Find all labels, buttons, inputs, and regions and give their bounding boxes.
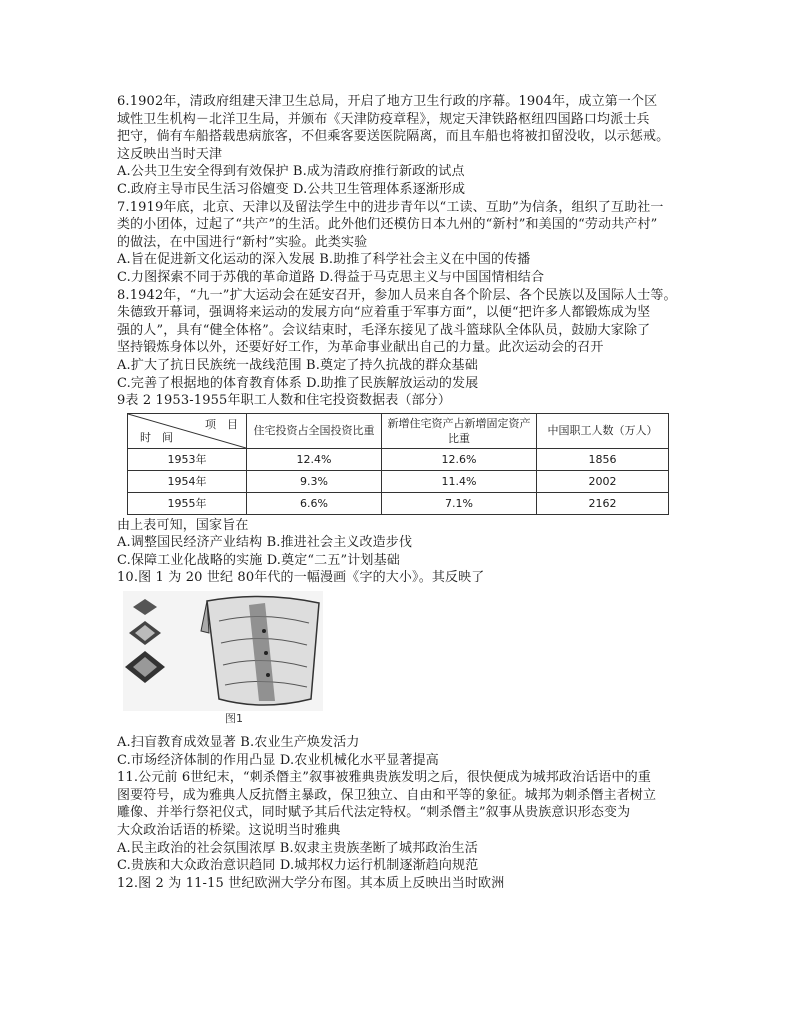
question-text: 域性卫生机构－北洋卫生局，并颁布《天津防疫章程》，规定天津铁路枢纽四国路口均派士兵 — [117, 111, 650, 127]
column-header: 新增住宅资产占新增固定资产比重 — [382, 413, 537, 448]
answer-options: A.民主政治的社会氛围浓厚 B.奴隶主贵族垄断了城邦政治生活 — [117, 840, 478, 856]
column-header: 住宅投资占全国投资比重 — [247, 413, 382, 448]
question-text: 类的小团体，过起了“共产”的生活。此外他们还模仿日本九州的“新村”和美国的“劳动共产村” — [117, 217, 658, 233]
question-text: 强的人”，具有“健全体格”。会议结束时，毛泽东接见了战斗篮球队全体队员，鼓励大家除了 — [117, 322, 651, 338]
question-8 — [117, 287, 689, 393]
answer-options: C.市场经济体制的作用凸显 D.农业机械化水平显著提高 — [117, 752, 439, 768]
answer-options: A.公共卫生安全得到有效保护 B.成为清政府推行新政的试点 — [117, 164, 465, 180]
table-title: 9表 2 1953-1955年职工人数和住宅投资数据表（部分） — [117, 393, 452, 409]
table-row — [128, 448, 669, 470]
answer-options: A.调整国民经济产业结构 B.推进社会主义改造步伐 — [117, 535, 413, 551]
question-text: 12.图 2 为 11-15 世纪欧洲大学分布图。其本质上反映出当时欧洲 — [117, 875, 505, 891]
table-cell: 1955年 — [128, 492, 247, 514]
question-9 — [117, 392, 689, 569]
large-character-icon — [201, 597, 319, 706]
question-text: 10.图 1 为 20 世纪 80年代的一幅漫画《字的大小》。其反映了 — [117, 570, 485, 586]
question-text: 坚持锻炼身体以外，还要好好工作，为革命事业献出自己的力量。此次运动会的召开 — [117, 340, 604, 356]
question-text: 11.公元前 6世纪末，“刺杀僭主”叙事被雅典贵族发明之后，很快便成为城邦政治话语中的重 — [117, 770, 651, 786]
table-row — [128, 470, 669, 492]
question-text: 大众政治话语的桥梁。这说明当时雅典 — [117, 823, 341, 839]
table-header-row — [128, 413, 669, 448]
answer-options: C.力图探索不同于苏俄的革命道路 D.得益于马克思主义与中国国情相结合 — [117, 269, 545, 285]
question-6 — [117, 93, 689, 199]
table-cell: 1856 — [537, 448, 669, 470]
question-text: 6.1902年，清政府组建天津卫生总局，开启了地方卫生行政的序幕。1904年，成立第一个区 — [117, 94, 658, 109]
data-table — [127, 413, 669, 515]
answer-options: A.旨在促进新文化运动的深入发展 B.助推了科学社会主义在中国的传播 — [117, 252, 531, 268]
figure-caption: 图1 — [225, 712, 243, 726]
table-cell: 9.3% — [247, 470, 382, 492]
answer-options: C.政府主导市民生活习俗嬗变 D.公共卫生管理体系逐渐形成 — [117, 181, 466, 197]
question-10 — [117, 569, 689, 769]
answer-options: C.完善了根据地的体育教育体系 D.助推了民族解放运动的发展 — [117, 375, 479, 391]
table-cell: 1953年 — [128, 448, 247, 470]
corner-label-time: 时 间 — [140, 430, 173, 444]
question-text: 把守，倘有车船搭载患病旅客，不但乘客要送医院隔离，而且车船也将被扣留没收，以示惩戒。 — [117, 129, 670, 145]
table-row — [128, 492, 669, 514]
question-7 — [117, 199, 689, 287]
question-text: 朱德致开幕词，强调将来运动的发展方向“应着重于军事方面”，以便“把许多人都锻炼成为坚 — [117, 305, 651, 321]
question-text: 由上表可知，国家旨在 — [117, 517, 249, 533]
table-cell: 6.6% — [247, 492, 382, 514]
question-text: 的做法，在中国进行“新村”实验。此类实验 — [117, 234, 368, 250]
question-text: 图要符号，成为雅典人反抗僭主暴政，保卫独立、自由和平等的象征。城邦为刺杀僭主者树立 — [117, 787, 657, 803]
question-text: 雕像、并举行祭祀仪式，同时赋予其后代法定特权。“刺杀僭主”叙事从贵族意识形态变为 — [117, 805, 631, 821]
table-cell: 11.4% — [382, 470, 537, 492]
cartoon-illustration — [123, 591, 323, 711]
table-cell: 2162 — [537, 492, 669, 514]
question-11 — [117, 769, 689, 875]
table-cell: 2002 — [537, 470, 669, 492]
answer-options: A.扩大了抗日民族统一战线范围 B.奠定了持久抗战的群众基础 — [117, 357, 478, 373]
exam-page — [117, 93, 689, 892]
table-cell: 7.1% — [382, 492, 537, 514]
table-cell: 1954年 — [128, 470, 247, 492]
table-cell: 12.4% — [247, 448, 382, 470]
answer-options: C.保障工业化战略的实施 D.奠定“二五”计划基础 — [117, 552, 400, 568]
question-text: 这反映出当时天津 — [117, 146, 223, 162]
corner-label-items: 项 目 — [205, 417, 238, 431]
cartoon-figure — [123, 591, 323, 731]
answer-options: C.贵族和大众政治意识趋同 D.城邦权力运行机制逐渐趋向规范 — [117, 858, 479, 874]
column-header: 中国职工人数（万人） — [537, 413, 669, 448]
answer-options: A.扫盲教育成效显著 B.农业生产焕发活力 — [117, 735, 360, 751]
question-12 — [117, 875, 689, 893]
table-cell: 12.6% — [382, 448, 537, 470]
question-text: 7.1919年底，北京、天津以及留法学生中的进步青年以“工读、互助”为信条，组织了互助社一 — [117, 199, 664, 215]
question-text: 8.1942年，“九一”扩大运动会在延安召开，参加人员来自各个阶层、各个民族以及国际人士等。 — [117, 287, 677, 303]
table-corner-cell — [128, 413, 247, 448]
